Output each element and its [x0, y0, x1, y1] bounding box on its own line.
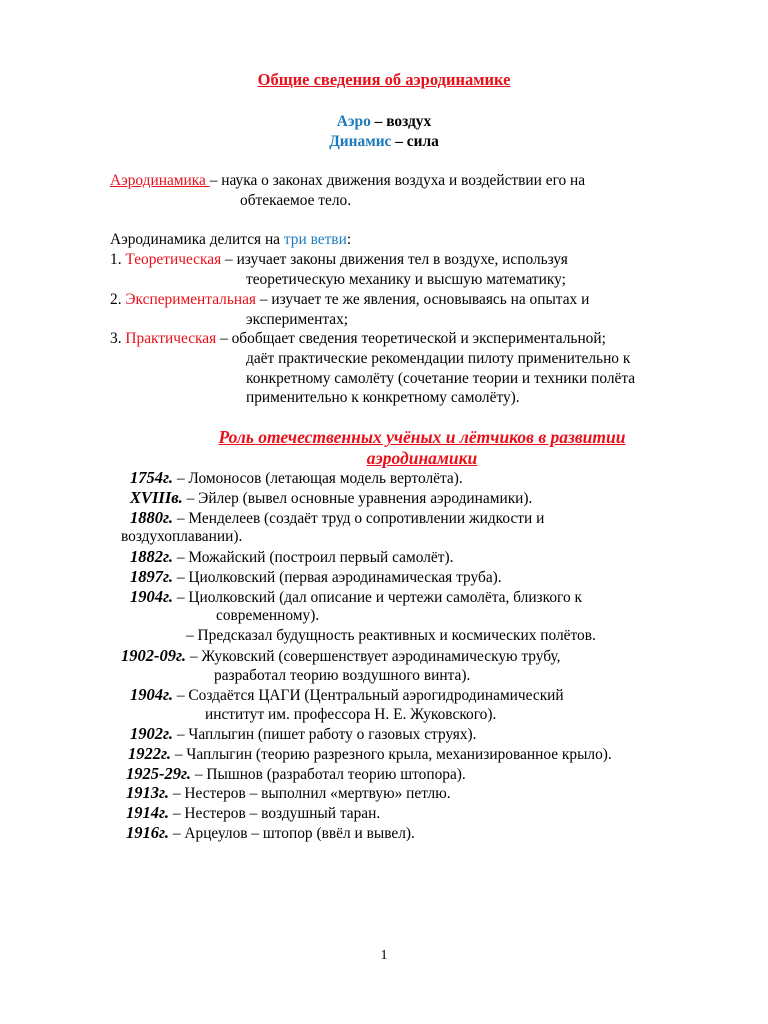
timeline-year: 1882г.: [130, 547, 173, 566]
timeline-entry: [128, 744, 612, 765]
dynamis-meaning: – сила: [391, 133, 439, 150]
timeline-entry: [130, 547, 453, 568]
timeline-entry-continuation: [186, 626, 596, 646]
branch-item-practical: [110, 329, 606, 349]
timeline-text: – Менделеев (создаёт труд о сопротивлении жидкости и: [173, 510, 545, 527]
branch-description: – обобщает сведения теоретической и экспериментальной;: [216, 330, 606, 347]
timeline-text: – Эйлер (вывел основные уравнения аэродинамики).: [182, 490, 533, 507]
timeline-text: разработал теорию воздушного винта).: [214, 667, 471, 684]
page-title: Общие сведения об аэродинамике: [257, 70, 511, 89]
timeline-year: 1880г.: [130, 508, 173, 527]
page-number: 1: [380, 948, 388, 963]
timeline-year: 1902г.: [130, 724, 173, 743]
timeline-text: современному).: [216, 607, 320, 624]
branch-description: – изучает законы движения тел в воздухе, используя: [221, 251, 568, 268]
timeline-entry-continuation: [216, 606, 319, 626]
timeline-entry: [126, 823, 415, 844]
timeline-year: XVIIIв.: [130, 488, 183, 507]
definition-line-2: обтекаемое тело.: [240, 192, 352, 209]
timeline-entry-continuation: [205, 705, 496, 725]
timeline-year: 1925-29г.: [126, 764, 191, 783]
timeline-entry: [126, 803, 380, 824]
timeline-text: – Создаётся ЦАГИ (Центральный аэрогидродинамический: [173, 687, 564, 704]
timeline-text: – Циолковский (первая аэродинамическая труба).: [173, 569, 502, 586]
timeline-year: 1754г.: [130, 468, 173, 487]
timeline-text: – Ломоносов (летающая модель вертолёта).: [173, 470, 463, 487]
dynamis-term: Динамис: [329, 133, 392, 150]
branch-description: – изучает те же явления, основываясь на опытах и: [256, 291, 590, 308]
timeline-entry-continuation: [214, 666, 470, 686]
timeline-entry: [130, 508, 544, 529]
timeline-year: 1914г.: [126, 803, 169, 822]
branches-intro-suffix: :: [346, 231, 352, 248]
timeline-entry: [130, 468, 463, 489]
timeline-year: 1913г.: [126, 783, 169, 802]
timeline-entry: [130, 488, 532, 509]
role-heading-line-1: Роль отечественных учёных и лётчиков в развитии: [218, 427, 626, 447]
timeline-entry: [130, 587, 582, 608]
timeline-entry-continuation: [121, 527, 242, 547]
timeline-text: институт им. профессора Н. Е. Жуковского).: [205, 706, 497, 723]
etymology-aero: [0, 112, 768, 132]
branch-description-continuation: применительно к конкретному самолёту).: [246, 389, 520, 406]
aero-term: Аэро: [336, 113, 371, 130]
branch-number: 2.: [110, 291, 126, 308]
etymology-dynamis: [0, 132, 768, 152]
branch-description-continuation: даёт практические рекомендации пилоту применительно к: [246, 350, 631, 367]
definition-line-1: [110, 171, 585, 191]
branch-number: 3.: [110, 330, 126, 347]
timeline-year: 1916г.: [126, 823, 169, 842]
branch-name: Практическая: [125, 330, 217, 347]
timeline-year: 1902-09г.: [121, 646, 186, 665]
timeline-text: – Нестеров – воздушный таран.: [169, 805, 381, 822]
timeline-entry: [121, 646, 561, 667]
timeline-year: 1904г.: [130, 685, 173, 704]
definition-term: Аэродинамика: [110, 172, 210, 189]
timeline-entry: [130, 685, 564, 706]
branches-count: три ветви: [283, 231, 347, 248]
timeline-entry: [130, 724, 477, 745]
timeline-text: – Чаплыгин (теорию разрезного крыла, механизированное крыло).: [171, 746, 612, 763]
branches-intro: [110, 230, 351, 250]
branch-description-continuation: экспериментах;: [246, 311, 349, 328]
timeline-year: 1922г.: [128, 744, 171, 763]
timeline-text: – Пышнов (разработал теорию штопора).: [191, 766, 466, 783]
branches-intro-prefix: Аэродинамика делится на: [110, 231, 284, 248]
timeline-entry: [126, 764, 466, 785]
branch-description-continuation: теоретическую механику и высшую математику;: [246, 271, 566, 288]
timeline-text: воздухоплавании).: [121, 528, 243, 545]
timeline-text: – Арцеулов – штопор (ввёл и вывел).: [169, 825, 415, 842]
timeline-entry: [130, 567, 502, 588]
definition-text-1: – наука о законах движения воздуха и воздействии его на: [209, 172, 586, 189]
timeline-year: 1897г.: [130, 567, 173, 586]
timeline-text: – Чаплыгин (пишет работу о газовых струях).: [173, 726, 477, 743]
branch-name: Теоретическая: [125, 251, 222, 268]
role-heading-line-2: аэродинамики: [366, 448, 478, 468]
aero-meaning: – воздух: [370, 113, 432, 130]
timeline-text: – Жуковский (совершенствует аэродинамическую трубу,: [186, 648, 561, 665]
branch-item-experimental: [110, 290, 589, 310]
timeline-text: – Можайский (построил первый самолёт).: [173, 549, 454, 566]
timeline-text: – Нестеров – выполнил «мертвую» петлю.: [169, 785, 451, 802]
timeline-text: – Циолковский (дал описание и чертежи самолёта, близкого к: [173, 589, 582, 606]
branch-description-continuation: конкретному самолёту (сочетание теории и техники полёта: [246, 370, 636, 387]
timeline-entry: [126, 783, 451, 804]
timeline-year: 1904г.: [130, 587, 173, 606]
branch-name: Экспериментальная: [125, 291, 257, 308]
branch-number: 1.: [110, 251, 126, 268]
timeline-text: – Предсказал будущность реактивных и космических полётов.: [186, 627, 596, 644]
branch-item-theoretical: [110, 250, 568, 270]
